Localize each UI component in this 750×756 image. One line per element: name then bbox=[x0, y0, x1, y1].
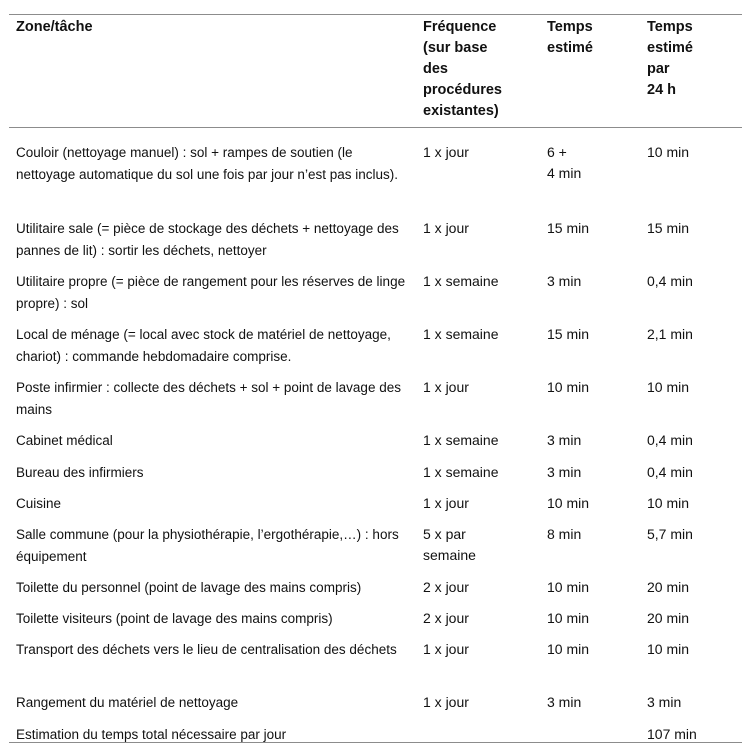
cell-zone-task: Poste infirmier : collecte des déchets + sol + point de lavage des mains bbox=[16, 380, 401, 417]
header-time-per-24h: Temps estimé par 24 h bbox=[647, 19, 693, 98]
cell-frequency: 2 x jour bbox=[423, 579, 469, 595]
cell-estimated-time: 10 min bbox=[547, 495, 590, 511]
table-row bbox=[9, 625, 742, 678]
cell-time-per-24h: 0,4 min bbox=[647, 464, 693, 480]
cell-estimated-time: 15 min bbox=[547, 326, 590, 342]
cell-estimated-time: 10 min bbox=[547, 610, 590, 626]
table-row bbox=[9, 204, 742, 257]
cell-zone-task: Rangement du matériel de nettoyage bbox=[16, 695, 239, 710]
table-row bbox=[9, 448, 742, 479]
cell-time-per-24h: 0,4 min bbox=[647, 273, 693, 289]
cell-estimated-time: 10 min bbox=[547, 579, 590, 595]
cell-zone-task: Toilette visiteurs (point de lavage des mains compris) bbox=[16, 611, 333, 626]
cell-zone-task: Bureau des infirmiers bbox=[16, 465, 144, 480]
table-row bbox=[9, 678, 742, 710]
cell-frequency: 1 x jour bbox=[423, 641, 469, 657]
cell-zone-task: Transport des déchets vers le lieu de centralisation des déchets bbox=[16, 642, 397, 657]
cell-zone-task: Local de ménage (= local avec stock de matériel de nettoyage, chariot) : commande hebdomadaire comprise. bbox=[16, 327, 391, 364]
cell-zone-task: Couloir (nettoyage manuel) : sol + rampes de soutien (le nettoyage automatique du sol une fois par jour n’est pas inclus). bbox=[16, 145, 398, 182]
cell-time-per-24h: 2,1 min bbox=[647, 326, 693, 342]
table-row bbox=[9, 128, 742, 204]
cell-frequency: 1 x semaine bbox=[423, 464, 499, 480]
table-row bbox=[9, 257, 742, 310]
cell-zone-task: Cabinet médical bbox=[16, 433, 113, 448]
cell-zone-task: Salle commune (pour la physiothérapie, l’ergothérapie,…) : hors équipement bbox=[16, 527, 399, 564]
cell-estimated-time: 10 min bbox=[547, 641, 590, 657]
cell-time-per-24h: 20 min bbox=[647, 610, 690, 626]
cell-estimated-time: 3 min bbox=[547, 694, 582, 710]
table-row bbox=[9, 594, 742, 625]
header-zone-task: Zone/tâche bbox=[16, 19, 93, 35]
table-row bbox=[9, 563, 742, 594]
cell-estimated-time: 10 min bbox=[547, 379, 590, 395]
cell-frequency: 2 x jour bbox=[423, 610, 469, 626]
cell-time-per-24h: 10 min bbox=[647, 641, 690, 657]
cell-time-per-24h: 10 min bbox=[647, 495, 690, 511]
cell-frequency: 5 x par semaine bbox=[423, 526, 476, 563]
cell-total-time: 107 min bbox=[647, 726, 697, 742]
header-estimated-time: Temps estimé bbox=[547, 19, 593, 56]
cleaning-time-table bbox=[9, 14, 742, 743]
cell-frequency: 1 x jour bbox=[423, 144, 469, 160]
cell-zone-task: Toilette du personnel (point de lavage des mains compris) bbox=[16, 580, 362, 595]
cell-time-per-24h: 10 min bbox=[647, 144, 690, 160]
cell-frequency: 1 x jour bbox=[423, 379, 469, 395]
cell-frequency: 1 x semaine bbox=[423, 273, 499, 289]
cell-time-per-24h: 0,4 min bbox=[647, 432, 693, 448]
header-frequency: Fréquence (sur base des procédures existantes) bbox=[423, 19, 502, 119]
cell-estimated-time: 8 min bbox=[547, 526, 582, 542]
table-total-row bbox=[9, 710, 742, 742]
table-header-row bbox=[9, 15, 742, 127]
table-row bbox=[9, 310, 742, 363]
cell-time-per-24h: 10 min bbox=[647, 379, 690, 395]
table-row bbox=[9, 479, 742, 510]
table-row bbox=[9, 510, 742, 563]
cell-frequency: 1 x jour bbox=[423, 220, 469, 236]
cell-zone-task: Utilitaire propre (= pièce de rangement pour les réserves de linge propre) : sol bbox=[16, 274, 406, 311]
cell-estimated-time: 3 min bbox=[547, 273, 582, 289]
cell-time-per-24h: 5,7 min bbox=[647, 526, 693, 542]
cell-zone-task: Cuisine bbox=[16, 496, 62, 511]
cell-zone-task: Utilitaire sale (= pièce de stockage des déchets + nettoyage des pannes de lit) : sortir les déchets, nettoyer bbox=[16, 221, 399, 258]
cell-frequency: 1 x semaine bbox=[423, 326, 499, 342]
table-row bbox=[9, 363, 742, 416]
table-row bbox=[9, 416, 742, 448]
cell-time-per-24h: 15 min bbox=[647, 220, 690, 236]
cell-time-per-24h: 20 min bbox=[647, 579, 690, 595]
cell-frequency: 1 x semaine bbox=[423, 432, 499, 448]
cell-estimated-time: 3 min bbox=[547, 432, 582, 448]
cell-total-label: Estimation du temps total nécessaire par jour bbox=[16, 727, 287, 742]
cell-estimated-time: 6 + 4 min bbox=[547, 144, 582, 181]
cell-frequency: 1 x jour bbox=[423, 495, 469, 511]
cell-estimated-time: 15 min bbox=[547, 220, 590, 236]
cell-frequency: 1 x jour bbox=[423, 694, 469, 710]
cell-estimated-time: 3 min bbox=[547, 464, 582, 480]
cell-time-per-24h: 3 min bbox=[647, 694, 682, 710]
